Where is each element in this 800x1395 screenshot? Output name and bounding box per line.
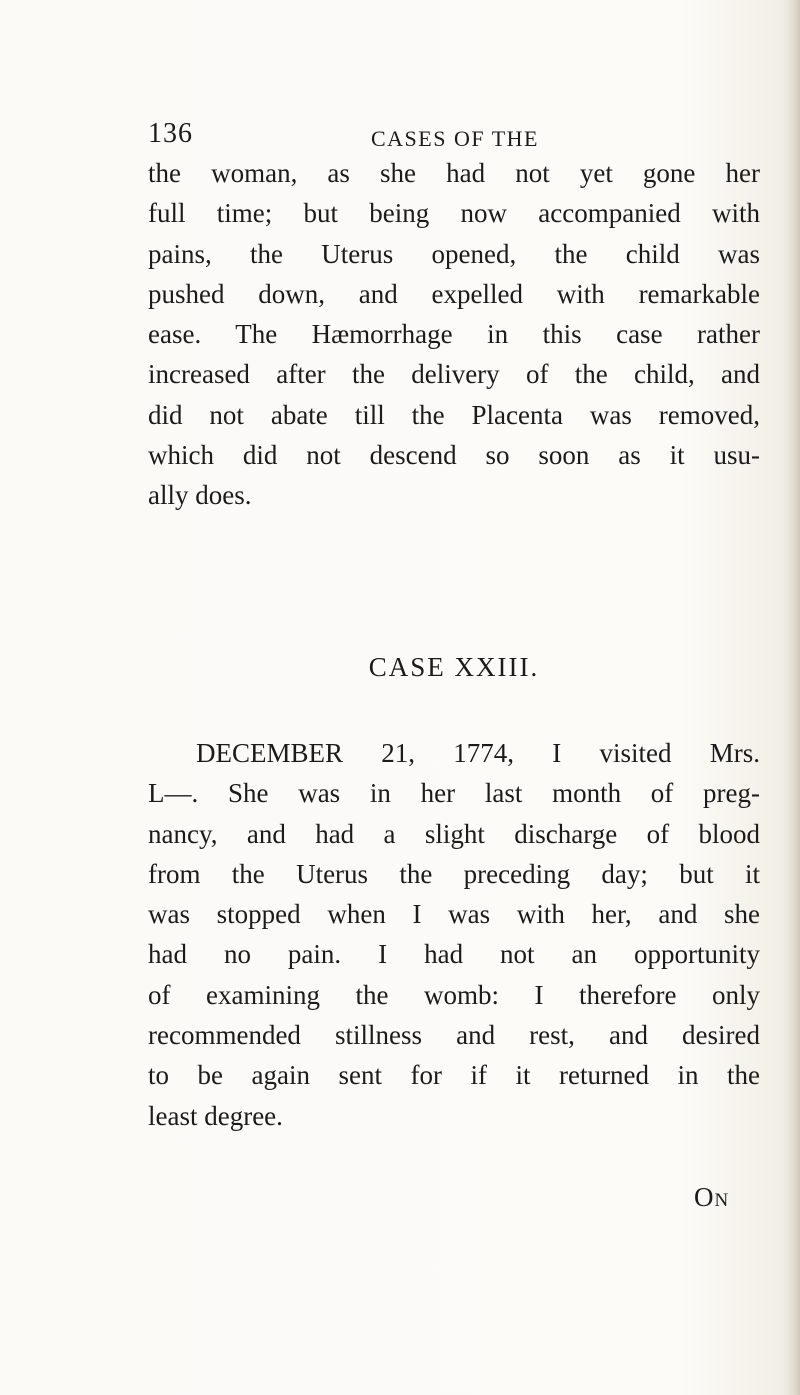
page-edge-shadow xyxy=(786,0,800,1395)
text-line: the woman, as she had not yet gone her xyxy=(148,158,760,188)
text-line: ally does. xyxy=(148,480,252,511)
text-line: from the Uterus the preceding day; but it xyxy=(148,858,760,889)
running-head: CASES OF THE xyxy=(371,126,539,151)
text-line: which did not descend so soon as it usu- xyxy=(148,440,760,471)
text-line: least degree. xyxy=(148,1100,283,1131)
text-line: full time; but being now accompanied with xyxy=(148,198,760,229)
text-line: of examining the womb: I therefore only xyxy=(148,979,760,1010)
text-line: had no pain. I had not an opportunity xyxy=(148,939,760,970)
text-line: increased after the delivery of the child, and xyxy=(148,359,760,390)
text-line: pains, the Uterus opened, the child was xyxy=(148,238,760,269)
page-number: 136 xyxy=(148,118,193,149)
text-line: L—. She was in her last month of preg- xyxy=(148,778,760,809)
page-header xyxy=(148,118,748,158)
catchword: On xyxy=(694,1182,730,1212)
case-heading: CASE XXIII. xyxy=(368,652,540,682)
text-line: recommended stillness and rest, and desired xyxy=(148,1020,760,1051)
paragraph-continuation xyxy=(148,153,760,516)
text-line: was stopped when I was with her, and she xyxy=(148,899,760,930)
text-line: to be again sent for if it returned in the xyxy=(148,1060,760,1091)
text-line: DECEMBER 21, 1774, I visited Mrs. xyxy=(196,738,760,768)
text-line: nancy, and had a slight discharge of blood xyxy=(148,818,760,849)
text-line: did not abate till the Placenta was removed, xyxy=(148,399,760,430)
case-paragraph xyxy=(148,733,760,1136)
text-line: ease. The Hæmorrhage in this case rather xyxy=(148,319,760,350)
text-line: pushed down, and expelled with remarkable xyxy=(148,278,760,309)
